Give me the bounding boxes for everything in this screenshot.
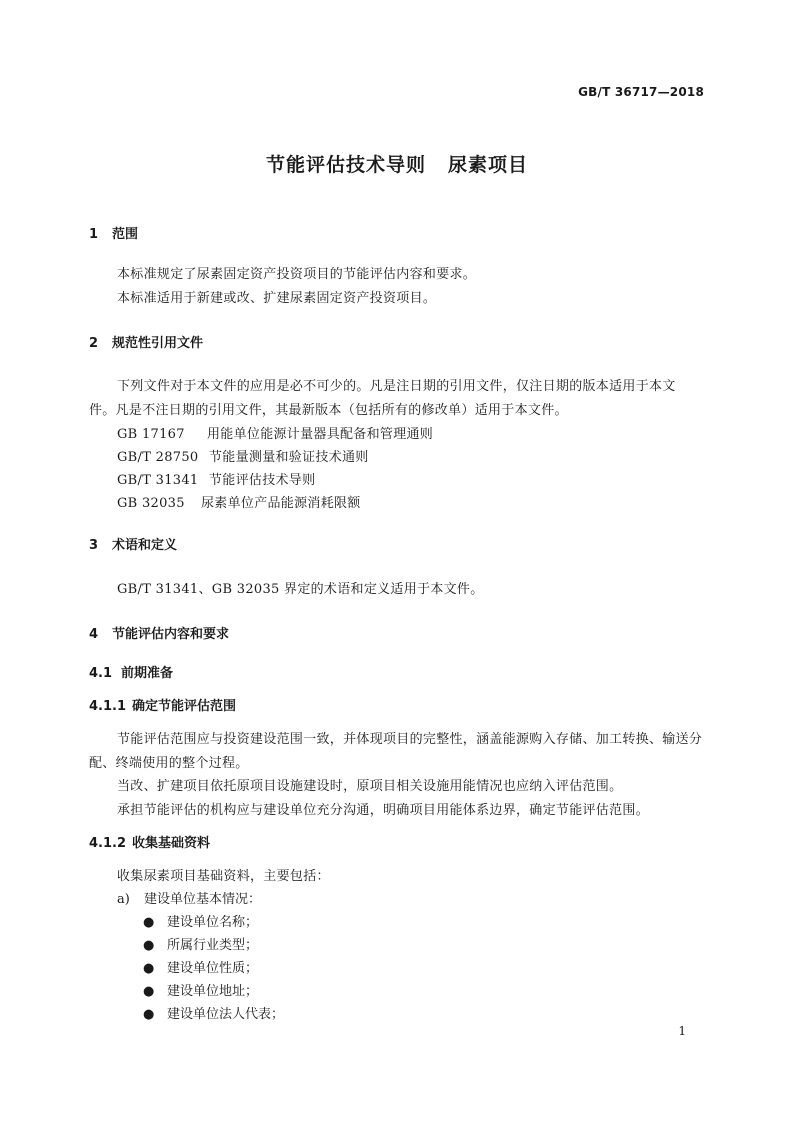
reference-title: 用能单位能源计量器具配备和管理通则 bbox=[207, 427, 434, 442]
section-number: 4.1.2 bbox=[89, 836, 127, 851]
paragraph: 当改、扩建项目依托原项目设施建设时，原项目相关设施用能情况也应纳入评估范围。 bbox=[117, 779, 623, 794]
section-number: 4.1 bbox=[89, 666, 113, 681]
section-3-heading bbox=[89, 534, 177, 553]
section-title: 节能评估内容和要求 bbox=[112, 627, 230, 642]
section-title: 前期准备 bbox=[121, 666, 174, 681]
reference-title: 节能量测量和验证技术通则 bbox=[209, 450, 369, 465]
section-title: 范围 bbox=[112, 227, 139, 242]
paragraph: GB/T 31341、GB 32035 界定的术语和定义适用于本文件。 bbox=[117, 582, 484, 597]
bullet-item bbox=[143, 911, 258, 930]
bullet-text: 建设单位地址； bbox=[167, 984, 259, 999]
bullet-text: 所属行业类型； bbox=[167, 938, 259, 953]
title-main: 节能评估技术导则 bbox=[265, 154, 426, 176]
reference-title: 尿素单位产品能源消耗限额 bbox=[201, 496, 361, 511]
bullet-text: 建设单位法人代表； bbox=[167, 1007, 285, 1022]
section-1-heading bbox=[89, 223, 138, 242]
title-sub: 尿素项目 bbox=[448, 154, 529, 176]
paragraph: 本标准适用于新建或改、扩建尿素固定资产投资项目。 bbox=[117, 291, 437, 306]
reference-code: GB/T 28750 bbox=[117, 450, 199, 465]
paragraph: 收集尿素项目基础资料，主要包括： bbox=[117, 869, 330, 884]
list-item-a bbox=[117, 888, 261, 907]
section-title: 确定节能评估范围 bbox=[132, 699, 237, 714]
reference-item bbox=[117, 469, 315, 488]
bullet-icon: ● bbox=[143, 1007, 155, 1022]
bullet-item bbox=[143, 1003, 284, 1022]
paragraph: 本标准规定了尿素固定资产投资项目的节能评估内容和要求。 bbox=[117, 267, 477, 282]
section-number: 1 bbox=[89, 227, 99, 242]
reference-item bbox=[117, 423, 433, 442]
reference-code: GB 17167 bbox=[117, 427, 185, 442]
bullet-item bbox=[143, 980, 258, 999]
standard-code: GB/T 36717—2018 bbox=[578, 85, 704, 99]
bullet-icon: ● bbox=[143, 915, 155, 930]
section-title: 术语和定义 bbox=[112, 538, 178, 553]
bullet-item bbox=[143, 957, 258, 976]
section-2-heading bbox=[89, 332, 203, 351]
bullet-item bbox=[143, 934, 258, 953]
reference-code: GB/T 31341 bbox=[117, 473, 199, 488]
bullet-text: 建设单位名称； bbox=[167, 915, 259, 930]
subsection-4-1-2-heading bbox=[89, 832, 210, 851]
reference-title: 节能评估技术导则 bbox=[209, 473, 316, 488]
paragraph-continued: 配、终端使用的整个过程。 bbox=[89, 756, 249, 771]
section-number: 4 bbox=[89, 627, 99, 642]
bullet-text: 建设单位性质； bbox=[167, 961, 259, 976]
page-number: 1 bbox=[678, 1024, 686, 1038]
subsection-4-1-1-heading bbox=[89, 695, 236, 714]
bullet-icon: ● bbox=[143, 984, 155, 999]
section-number: 2 bbox=[89, 336, 99, 351]
list-text: 建设单位基本情况： bbox=[144, 892, 262, 907]
section-4-heading bbox=[89, 623, 229, 642]
bullet-icon: ● bbox=[143, 961, 155, 976]
section-number: 3 bbox=[89, 538, 99, 553]
paragraph-continued: 件。凡是不注日期的引用文件，其最新版本（包括所有的修改单）适用于本文件。 bbox=[89, 403, 568, 418]
paragraph: 节能评估范围应与投资建设范围一致，并体现项目的完整性，涵盖能源购入存储、加工转换、输送分 bbox=[117, 732, 703, 747]
paragraph: 下列文件对于本文件的应用是必不可少的。凡是注日期的引用文件，仅注日期的版本适用于本文 bbox=[117, 379, 676, 394]
reference-item bbox=[117, 446, 369, 465]
section-number: 4.1.1 bbox=[89, 699, 127, 714]
reference-code: GB 32035 bbox=[117, 496, 185, 511]
section-title: 收集基础资料 bbox=[132, 836, 211, 851]
document-title bbox=[0, 150, 794, 177]
list-marker: a) bbox=[117, 892, 130, 907]
reference-item bbox=[117, 492, 361, 511]
section-title: 规范性引用文件 bbox=[112, 336, 204, 351]
bullet-icon: ● bbox=[143, 938, 155, 953]
paragraph: 承担节能评估的机构应与建设单位充分沟通，明确项目用能体系边界，确定节能评估范围。 bbox=[117, 803, 650, 818]
subsection-4-1-heading bbox=[89, 662, 173, 681]
